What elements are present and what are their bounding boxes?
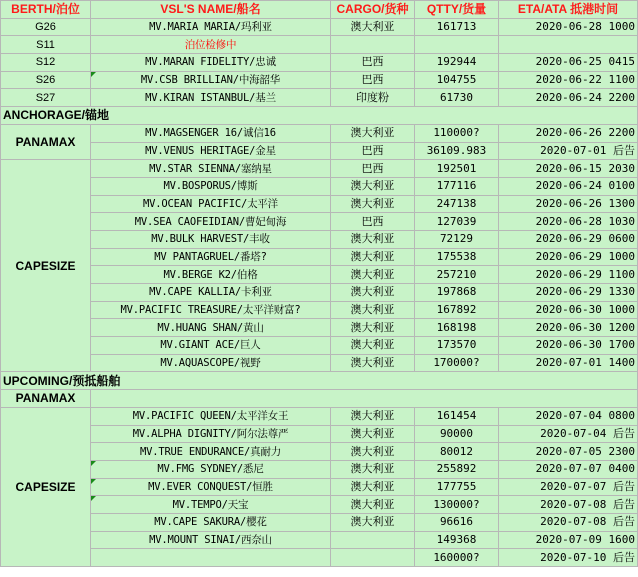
- cargo-cell[interactable]: [331, 36, 415, 54]
- table-row: [1, 460, 638, 478]
- vessel-cell[interactable]: MV.PACIFIC QUEEN/太平洋女王: [91, 407, 331, 425]
- cargo-cell[interactable]: 澳大利亚: [331, 513, 415, 531]
- section-row: [1, 372, 638, 390]
- table-row: [1, 248, 638, 266]
- empty-group-cell: [91, 390, 638, 408]
- cargo-cell[interactable]: 澳大利亚: [331, 124, 415, 142]
- vessel-cell[interactable]: MV.PACIFIC TREASURE/太平洋财富?: [91, 301, 331, 319]
- eta-cell[interactable]: 2020-07-07 0400: [499, 460, 638, 478]
- qty-cell[interactable]: 36109.983: [415, 142, 499, 160]
- cargo-cell[interactable]: 巴西: [331, 213, 415, 231]
- cargo-cell[interactable]: 澳大利亚: [331, 443, 415, 461]
- eta-cell[interactable]: 2020-06-25 0415: [499, 54, 638, 72]
- berth-cell[interactable]: S27: [1, 89, 91, 107]
- vessel-cell[interactable]: MV.MARIA MARIA/玛利亚: [91, 18, 331, 36]
- eta-cell[interactable]: 2020-06-29 1330: [499, 284, 638, 302]
- group-label: PANAMAX: [1, 390, 91, 408]
- table-row: [1, 531, 638, 549]
- qty-cell[interactable]: 161454: [415, 407, 499, 425]
- header-vessel: VSL'S NAME/船名: [91, 1, 331, 19]
- eta-cell[interactable]: 2020-07-05 2300: [499, 443, 638, 461]
- qty-cell[interactable]: 149368: [415, 531, 499, 549]
- qty-cell[interactable]: 80012: [415, 443, 499, 461]
- vessel-cell[interactable]: MV.MOUNT SINAI/西奈山: [91, 531, 331, 549]
- table-row: [1, 89, 638, 107]
- table-row: [1, 549, 638, 567]
- vessel-cell[interactable]: MV.GIANT ACE/巨人: [91, 337, 331, 355]
- qty-cell[interactable]: 167892: [415, 301, 499, 319]
- cargo-cell[interactable]: 巴西: [331, 71, 415, 89]
- qty-cell[interactable]: 177116: [415, 177, 499, 195]
- eta-cell[interactable]: [499, 36, 638, 54]
- eta-cell[interactable]: 2020-07-04 0800: [499, 407, 638, 425]
- table-row: [1, 407, 638, 425]
- cargo-cell[interactable]: 澳大利亚: [331, 425, 415, 443]
- qty-cell[interactable]: 175538: [415, 248, 499, 266]
- eta-cell[interactable]: 2020-06-30 1700: [499, 337, 638, 355]
- vessel-cell[interactable]: MV.STAR SIENNA/塞纳星: [91, 160, 331, 178]
- vessel-cell[interactable]: MV.TEMPO/天宝: [91, 496, 331, 514]
- cargo-cell[interactable]: 澳大利亚: [331, 407, 415, 425]
- table-row: [1, 266, 638, 284]
- vessel-cell[interactable]: MV.MAGSENGER 16/诚信16: [91, 124, 331, 142]
- table-row: [1, 443, 638, 461]
- table-row: [1, 390, 638, 408]
- table-row: [1, 18, 638, 36]
- qty-cell[interactable]: 192944: [415, 54, 499, 72]
- vessel-cell[interactable]: MV.MARAN FIDELITY/忠诚: [91, 54, 331, 72]
- table-row: [1, 195, 638, 213]
- qty-cell[interactable]: 257210: [415, 266, 499, 284]
- cargo-cell[interactable]: 澳大利亚: [331, 337, 415, 355]
- qty-cell[interactable]: 72129: [415, 230, 499, 248]
- table-row: [1, 213, 638, 231]
- table-row: [1, 284, 638, 302]
- cargo-cell[interactable]: 澳大利亚: [331, 496, 415, 514]
- vessel-cell[interactable]: 泊位检修中: [91, 36, 331, 54]
- vessel-cell[interactable]: MV.HUANG SHAN/黄山: [91, 319, 331, 337]
- table-row: [1, 142, 638, 160]
- table-row: [1, 177, 638, 195]
- header-berth: BERTH/泊位: [1, 1, 91, 19]
- table-row: [1, 354, 638, 372]
- qty-cell[interactable]: 160000?: [415, 549, 499, 567]
- qty-cell[interactable]: 161713: [415, 18, 499, 36]
- header-row: [1, 1, 638, 19]
- cargo-cell[interactable]: [331, 549, 415, 567]
- qty-cell[interactable]: 177755: [415, 478, 499, 496]
- table-row: [1, 71, 638, 89]
- berth-cell[interactable]: S12: [1, 54, 91, 72]
- table-row: [1, 513, 638, 531]
- vessel-cell[interactable]: MV.FMG SYDNEY/悉尼: [91, 460, 331, 478]
- group-label: CAPESIZE: [1, 160, 91, 372]
- qty-cell[interactable]: 255892: [415, 460, 499, 478]
- eta-cell[interactable]: 2020-07-08 后告: [499, 513, 638, 531]
- header-cargo: CARGO/货种: [331, 1, 415, 19]
- qty-cell[interactable]: 90000: [415, 425, 499, 443]
- cargo-cell[interactable]: 澳大利亚: [331, 266, 415, 284]
- eta-cell[interactable]: 2020-07-01 后告: [499, 142, 638, 160]
- cargo-cell[interactable]: [331, 531, 415, 549]
- cargo-cell[interactable]: 澳大利亚: [331, 460, 415, 478]
- qty-cell[interactable]: [415, 36, 499, 54]
- cargo-cell[interactable]: 澳大利亚: [331, 195, 415, 213]
- qty-cell[interactable]: 247138: [415, 195, 499, 213]
- qty-cell[interactable]: 170000?: [415, 354, 499, 372]
- vessel-cell[interactable]: MV.BERGE K2/伯格: [91, 266, 331, 284]
- vessel-cell[interactable]: MV.CAPE SAKURA/樱花: [91, 513, 331, 531]
- eta-cell[interactable]: 2020-06-29 0600: [499, 230, 638, 248]
- cargo-cell[interactable]: 印度粉: [331, 89, 415, 107]
- table-row: [1, 160, 638, 178]
- eta-cell[interactable]: 2020-06-29 1100: [499, 266, 638, 284]
- vessel-cell[interactable]: MV.TRUE ENDURANCE/真耐力: [91, 443, 331, 461]
- qty-cell[interactable]: 61730: [415, 89, 499, 107]
- table-row: [1, 124, 638, 142]
- cargo-cell[interactable]: 澳大利亚: [331, 18, 415, 36]
- vessel-cell[interactable]: [91, 549, 331, 567]
- eta-cell[interactable]: 2020-07-07 后告: [499, 478, 638, 496]
- vessel-cell[interactable]: MV.SEA CAOFEIDIAN/曹妃甸海: [91, 213, 331, 231]
- cargo-cell[interactable]: 澳大利亚: [331, 248, 415, 266]
- cargo-cell[interactable]: 澳大利亚: [331, 478, 415, 496]
- eta-cell[interactable]: 2020-06-26 2200: [499, 124, 638, 142]
- vessel-cell[interactable]: MV PANTAGRUEL/番塔?: [91, 248, 331, 266]
- cargo-cell[interactable]: 巴西: [331, 142, 415, 160]
- cargo-cell[interactable]: 澳大利亚: [331, 301, 415, 319]
- vessel-cell[interactable]: MV.EVER CONQUEST/恒胜: [91, 478, 331, 496]
- vessel-cell[interactable]: MV.KIRAN ISTANBUL/基兰: [91, 89, 331, 107]
- eta-cell[interactable]: 2020-06-29 1000: [499, 248, 638, 266]
- table-body: [1, 18, 638, 566]
- qty-cell[interactable]: 127039: [415, 213, 499, 231]
- qty-cell[interactable]: 197868: [415, 284, 499, 302]
- qty-cell[interactable]: 104755: [415, 71, 499, 89]
- berth-cell[interactable]: S26: [1, 71, 91, 89]
- header-eta: ETA/ATA 抵港时间: [499, 1, 638, 19]
- eta-cell[interactable]: 2020-07-04 后告: [499, 425, 638, 443]
- qty-cell[interactable]: 192501: [415, 160, 499, 178]
- table-row: [1, 478, 638, 496]
- table-row: [1, 337, 638, 355]
- group-label: CAPESIZE: [1, 407, 91, 566]
- vessel-cell[interactable]: MV.OCEAN PACIFIC/太平洋: [91, 195, 331, 213]
- table-row: [1, 54, 638, 72]
- eta-cell[interactable]: 2020-06-28 1030: [499, 213, 638, 231]
- section-title: UPCOMING/预抵船舶: [1, 372, 638, 390]
- qty-cell[interactable]: 168198: [415, 319, 499, 337]
- cargo-cell[interactable]: 澳大利亚: [331, 319, 415, 337]
- eta-cell[interactable]: 2020-06-26 1300: [499, 195, 638, 213]
- qty-cell[interactable]: 96616: [415, 513, 499, 531]
- vessel-cell[interactable]: MV.AQUASCOPE/视野: [91, 354, 331, 372]
- table-row: [1, 301, 638, 319]
- eta-cell[interactable]: 2020-06-30 1200: [499, 319, 638, 337]
- qty-cell[interactable]: 173570: [415, 337, 499, 355]
- cargo-cell[interactable]: 澳大利亚: [331, 284, 415, 302]
- eta-cell[interactable]: 2020-06-24 0100: [499, 177, 638, 195]
- vessel-cell[interactable]: MV.ALPHA DIGNITY/阿尔法尊严: [91, 425, 331, 443]
- eta-cell[interactable]: 2020-07-01 1400: [499, 354, 638, 372]
- table-row: [1, 230, 638, 248]
- header-qty: QTTY/货量: [415, 1, 499, 19]
- berth-cell[interactable]: G26: [1, 18, 91, 36]
- berth-cell[interactable]: S11: [1, 36, 91, 54]
- vessel-cell[interactable]: MV.CSB BRILLIAN/中海韶华: [91, 71, 331, 89]
- eta-cell[interactable]: 2020-06-24 2200: [499, 89, 638, 107]
- table-row: [1, 319, 638, 337]
- cargo-cell[interactable]: 巴西: [331, 160, 415, 178]
- eta-cell[interactable]: 2020-06-15 2030: [499, 160, 638, 178]
- group-label: PANAMAX: [1, 124, 91, 159]
- qty-cell[interactable]: 110000?: [415, 124, 499, 142]
- eta-cell[interactable]: 2020-06-30 1000: [499, 301, 638, 319]
- section-title: ANCHORAGE/锚地: [1, 107, 638, 125]
- eta-cell[interactable]: 2020-07-08 后告: [499, 496, 638, 514]
- cargo-cell[interactable]: 澳大利亚: [331, 354, 415, 372]
- eta-cell[interactable]: 2020-06-28 1000: [499, 18, 638, 36]
- table-row: [1, 496, 638, 514]
- vessel-cell[interactable]: MV.BULK HARVEST/丰收: [91, 230, 331, 248]
- vessel-cell[interactable]: MV.BOSPORUS/博斯: [91, 177, 331, 195]
- qty-cell[interactable]: 130000?: [415, 496, 499, 514]
- section-row: [1, 107, 638, 125]
- vessel-cell[interactable]: MV.CAPE KALLIA/卡利亚: [91, 284, 331, 302]
- cargo-cell[interactable]: 澳大利亚: [331, 177, 415, 195]
- table-row: [1, 425, 638, 443]
- cargo-cell[interactable]: 澳大利亚: [331, 230, 415, 248]
- eta-cell[interactable]: 2020-07-09 1600: [499, 531, 638, 549]
- eta-cell[interactable]: 2020-06-22 1100: [499, 71, 638, 89]
- cargo-cell[interactable]: 巴西: [331, 54, 415, 72]
- vessel-cell[interactable]: MV.VENUS HERITAGE/金星: [91, 142, 331, 160]
- eta-cell[interactable]: 2020-07-10 后告: [499, 549, 638, 567]
- table-row: [1, 36, 638, 54]
